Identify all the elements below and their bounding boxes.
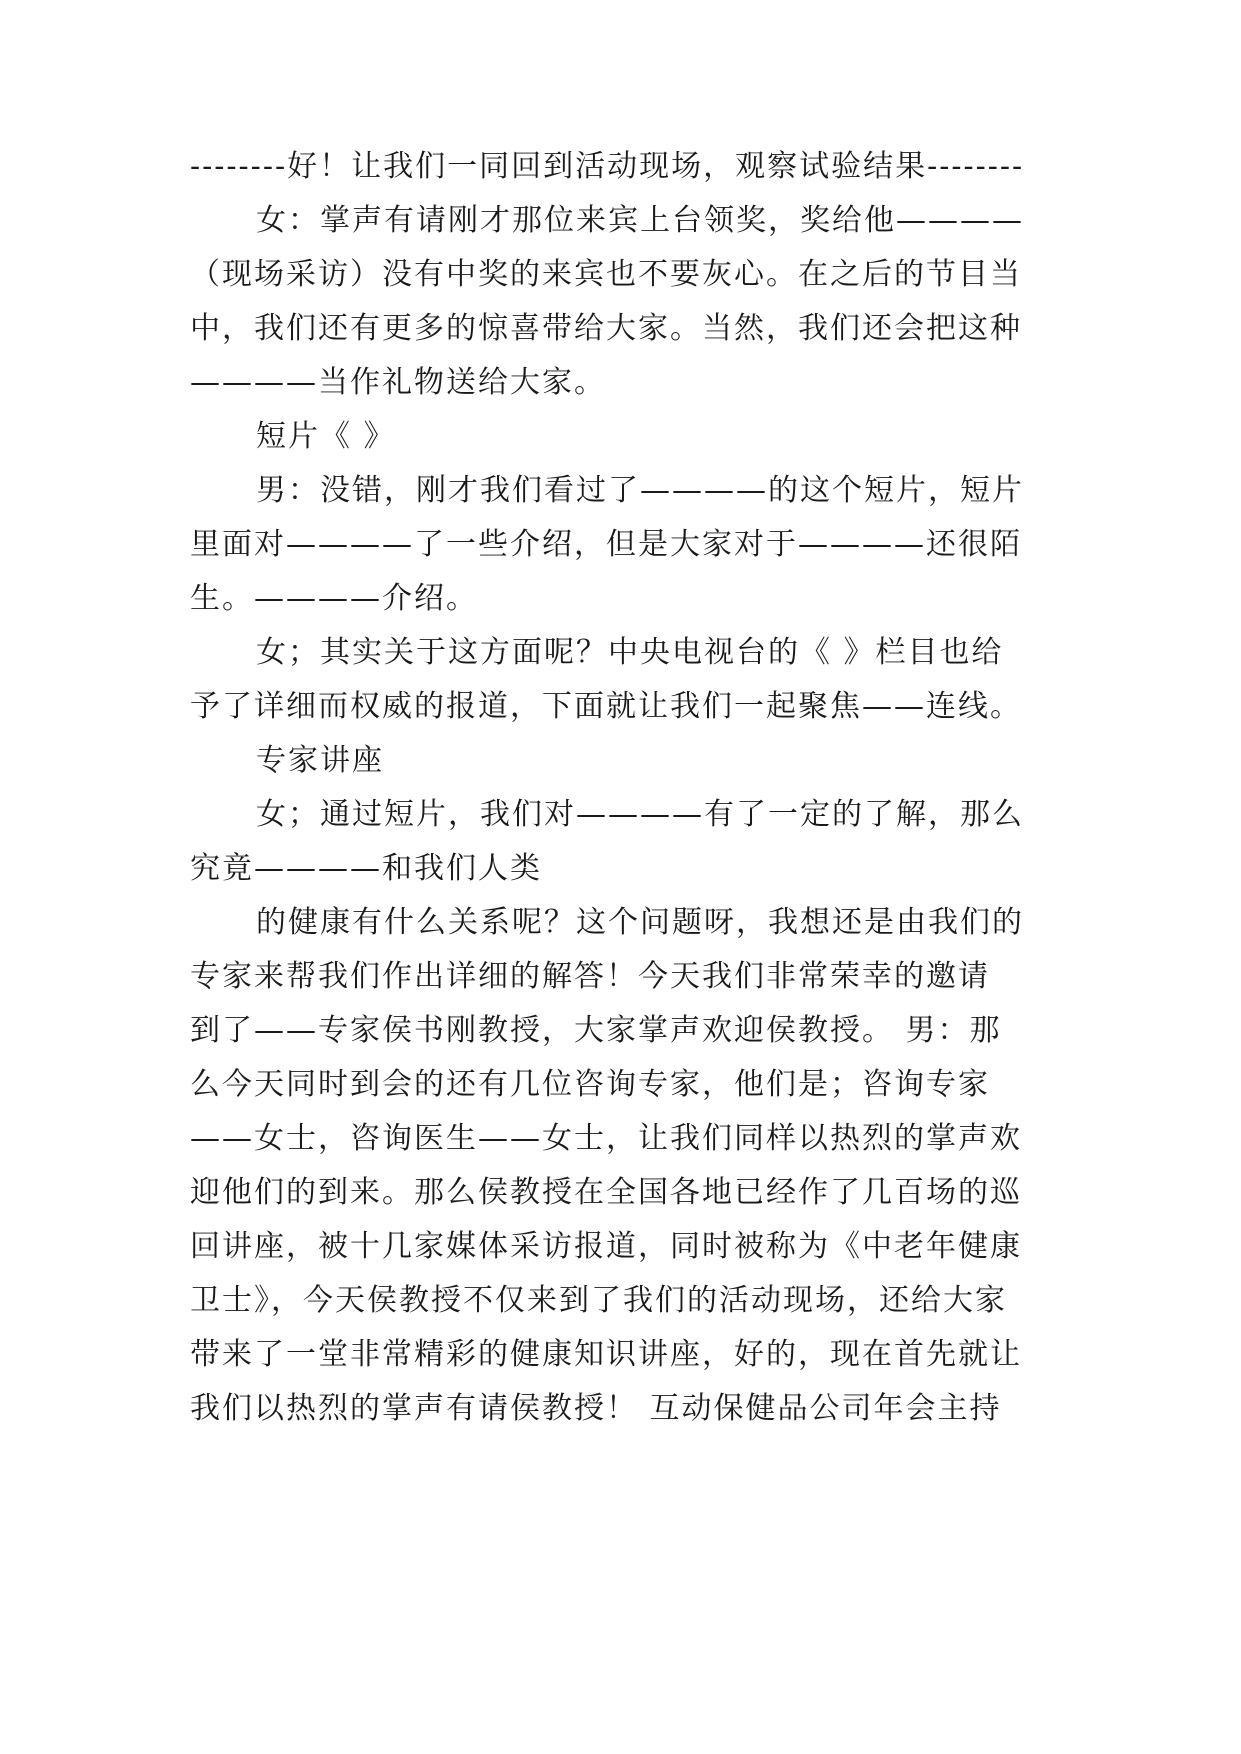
text-line-14: 究竟————和我们人类 — [190, 851, 542, 886]
text-line-1: --------好！让我们一同回到活动现场，观察试验结果-------- — [190, 149, 1025, 184]
text-line-11: 予了详细而权威的报道，下面就让我们一起聚焦——连线。 — [190, 689, 1022, 724]
text-line-9: 生。————介绍。 — [190, 581, 478, 616]
text-line-7: 男：没错，刚才我们看过了————的这个短片，短片 — [256, 473, 1024, 508]
text-line-8: 里面对————了一些介绍，但是大家对于————还很陌 — [190, 527, 1022, 562]
text-line-23: 带来了一堂非常精彩的健康知识讲座，好的，现在首先就让 — [190, 1337, 1022, 1372]
text-line-5: ————当作礼物送给大家。 — [190, 365, 606, 400]
text-line-19: ——女士，咨询医生——女士，让我们同样以热烈的掌声欢 — [190, 1121, 1022, 1156]
text-line-20: 迎他们的到来。那么侯教授在全国各地已经作了几百场的巡 — [190, 1175, 1022, 1210]
text-line-10: 女；其实关于这方面呢？中央电视台的《 》栏目也给 — [256, 635, 1004, 670]
text-line-24: 我们以热烈的掌声有请侯教授！ 互动保健品公司年会主持 — [190, 1391, 1002, 1426]
text-line-3: （现场采访）没有中奖的来宾也不要灰心。在之后的节目当 — [190, 257, 1022, 292]
text-line-2: 女：掌声有请刚才那位来宾上台领奖，奖给他———— — [256, 203, 1024, 238]
text-line-6: 短片《 》 — [256, 419, 396, 454]
text-line-12: 专家讲座 — [256, 743, 384, 778]
text-line-4: 中，我们还有更多的惊喜带给大家。当然，我们还会把这种 — [190, 311, 1022, 346]
text-line-16: 专家来帮我们作出详细的解答！今天我们非常荣幸的邀请 — [190, 959, 990, 994]
text-line-18: 么今天同时到会的还有几位咨询专家，他们是；咨询专家 — [190, 1067, 990, 1102]
text-line-21: 回讲座，被十几家媒体采访报道，同时被称为《中老年健康 — [190, 1229, 1022, 1264]
text-line-13: 女；通过短片，我们对————有了一定的了解，那么 — [256, 797, 1024, 832]
text-line-22: 卫士》，今天侯教授不仅来到了我们的活动现场，还给大家 — [190, 1283, 1007, 1318]
text-line-15: 的健康有什么关系呢？这个问题呀，我想还是由我们的 — [256, 905, 1024, 940]
text-line-17: 到了——专家侯书刚教授，大家掌声欢迎侯教授。 男：那 — [190, 1013, 1002, 1048]
